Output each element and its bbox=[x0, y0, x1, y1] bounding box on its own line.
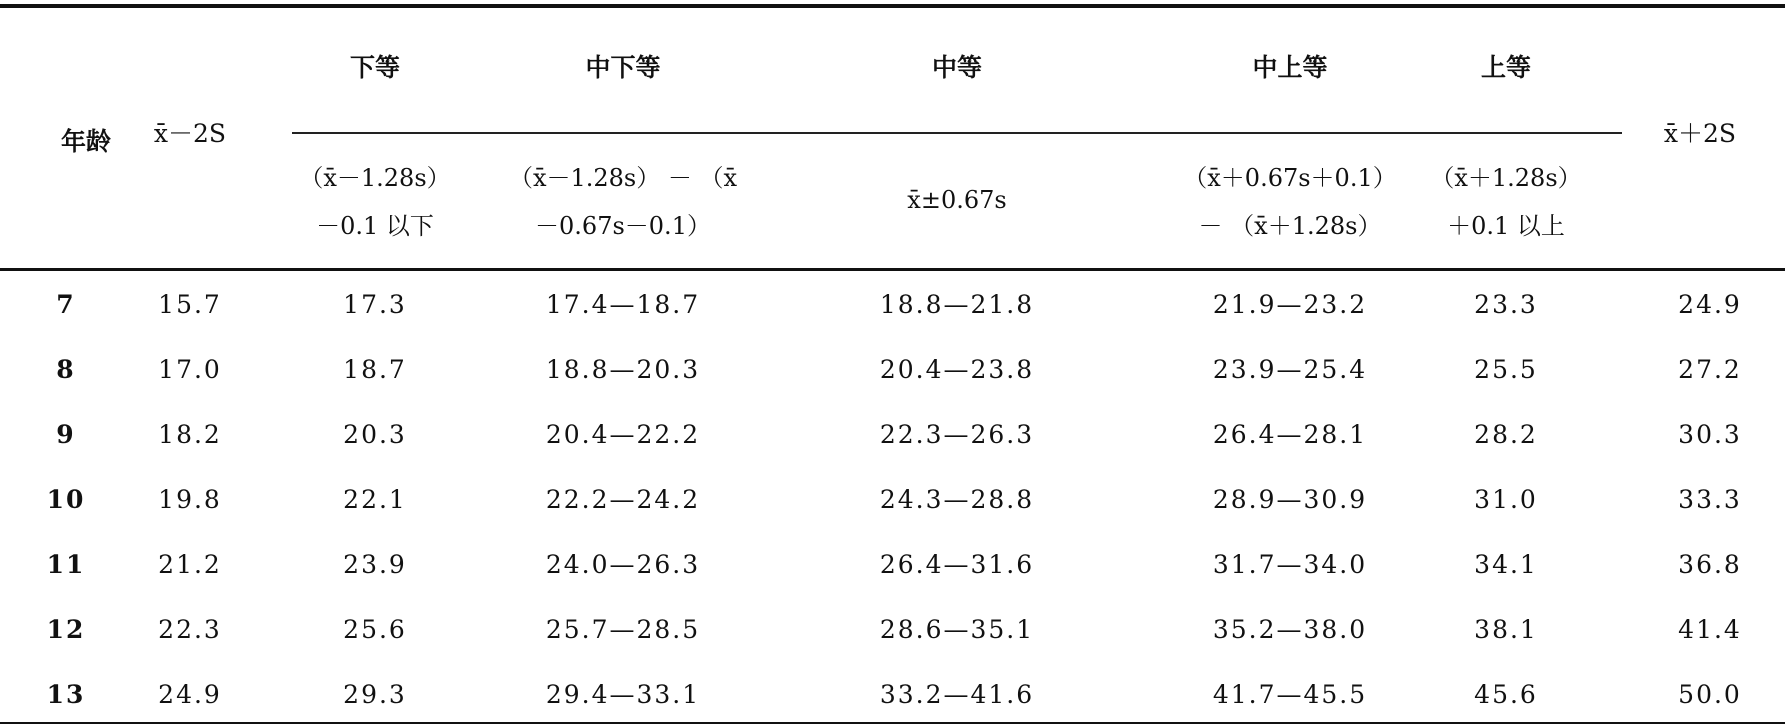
cell-minus-2s: 21.2 bbox=[158, 550, 222, 579]
cell-minus-2s: 17.0 bbox=[158, 355, 222, 384]
cell-age: 7 bbox=[56, 290, 76, 319]
cell-grade-upper-middle: 41.7—45.5 bbox=[1212, 680, 1368, 709]
cell-grade-low: 29.3 bbox=[343, 680, 407, 709]
header-bottom-rule bbox=[0, 268, 1785, 271]
header-span-rule bbox=[292, 132, 1622, 134]
header-minus-2s: x̄－2S bbox=[153, 119, 227, 148]
header-range-upper-middle-line2: － （x̄＋1.28s） bbox=[1198, 212, 1382, 240]
cell-grade-lower-middle: 29.4—33.1 bbox=[545, 680, 701, 709]
cell-grade-lower-middle: 25.7—28.5 bbox=[545, 615, 701, 644]
cell-grade-high: 25.5 bbox=[1474, 355, 1538, 384]
cell-grade-low: 17.3 bbox=[343, 290, 407, 319]
header-range-middle: x̄±0.67s bbox=[907, 186, 1007, 214]
cell-age: 13 bbox=[46, 680, 86, 709]
cell-grade-lower-middle: 20.4—22.2 bbox=[545, 420, 701, 449]
header-range-high-line2: ＋0.1 以上 bbox=[1447, 212, 1565, 240]
cell-age: 9 bbox=[56, 420, 76, 449]
cell-grade-lower-middle: 17.4—18.7 bbox=[545, 290, 701, 319]
cell-minus-2s: 15.7 bbox=[158, 290, 222, 319]
header-range-high-line1: （x̄＋1.28s） bbox=[1430, 164, 1582, 192]
cell-minus-2s: 22.3 bbox=[158, 615, 222, 644]
cell-age: 12 bbox=[46, 615, 86, 644]
cell-grade-low: 18.7 bbox=[343, 355, 407, 384]
cell-plus-2s: 30.3 bbox=[1678, 420, 1742, 449]
header-grade-upper-middle: 中上等 bbox=[1252, 53, 1328, 82]
header-grade-lower-middle: 中下等 bbox=[585, 53, 661, 82]
header-grade-low: 下等 bbox=[349, 53, 401, 82]
cell-grade-middle: 20.4—23.8 bbox=[879, 355, 1035, 384]
cell-grade-lower-middle: 18.8—20.3 bbox=[545, 355, 701, 384]
cell-grade-lower-middle: 22.2—24.2 bbox=[545, 485, 701, 514]
cell-plus-2s: 33.3 bbox=[1678, 485, 1742, 514]
header-plus-2s: x̄＋2S bbox=[1663, 119, 1737, 148]
cell-minus-2s: 19.8 bbox=[158, 485, 222, 514]
cell-grade-low: 22.1 bbox=[343, 485, 407, 514]
cell-age: 11 bbox=[46, 550, 86, 579]
cell-grade-middle: 18.8—21.8 bbox=[879, 290, 1035, 319]
cell-age: 8 bbox=[56, 355, 76, 384]
cell-minus-2s: 18.2 bbox=[158, 420, 222, 449]
cell-grade-upper-middle: 23.9—25.4 bbox=[1212, 355, 1368, 384]
cell-grade-low: 23.9 bbox=[343, 550, 407, 579]
cell-grade-low: 20.3 bbox=[343, 420, 407, 449]
cell-grade-middle: 33.2—41.6 bbox=[879, 680, 1035, 709]
cell-grade-high: 45.6 bbox=[1474, 680, 1538, 709]
cell-grade-upper-middle: 28.9—30.9 bbox=[1212, 485, 1368, 514]
cell-grade-upper-middle: 31.7—34.0 bbox=[1212, 550, 1368, 579]
cell-grade-high: 31.0 bbox=[1474, 485, 1538, 514]
cell-grade-upper-middle: 26.4—28.1 bbox=[1212, 420, 1368, 449]
cell-grade-middle: 22.3—26.3 bbox=[879, 420, 1035, 449]
cell-grade-middle: 26.4—31.6 bbox=[879, 550, 1035, 579]
cell-grade-low: 25.6 bbox=[343, 615, 407, 644]
cell-plus-2s: 27.2 bbox=[1678, 355, 1742, 384]
cell-grade-high: 34.1 bbox=[1474, 550, 1538, 579]
table-bottom-rule bbox=[0, 722, 1785, 724]
cell-plus-2s: 50.0 bbox=[1678, 680, 1742, 709]
header-age: 年龄 bbox=[60, 127, 112, 156]
cell-grade-high: 38.1 bbox=[1474, 615, 1538, 644]
cell-minus-2s: 24.9 bbox=[158, 680, 222, 709]
cell-grade-high: 28.2 bbox=[1474, 420, 1538, 449]
cell-plus-2s: 24.9 bbox=[1678, 290, 1742, 319]
cell-grade-upper-middle: 35.2—38.0 bbox=[1212, 615, 1368, 644]
header-range-lower-middle-line1: （x̄－1.28s） － （x̄ bbox=[508, 164, 738, 192]
table-top-rule bbox=[0, 4, 1785, 8]
header-range-low-line2: －0.1 以下 bbox=[316, 212, 434, 240]
header-range-upper-middle-line1: （x̄＋0.67s＋0.1） bbox=[1183, 164, 1397, 192]
cell-grade-high: 23.3 bbox=[1474, 290, 1538, 319]
header-grade-middle: 中等 bbox=[931, 53, 983, 82]
cell-grade-upper-middle: 21.9—23.2 bbox=[1212, 290, 1368, 319]
header-range-lower-middle-line2: －0.67s－0.1） bbox=[535, 212, 711, 240]
cell-grade-middle: 24.3—28.8 bbox=[879, 485, 1035, 514]
cell-plus-2s: 41.4 bbox=[1678, 615, 1742, 644]
cell-grade-middle: 28.6—35.1 bbox=[879, 615, 1035, 644]
header-range-low-line1: （x̄－1.28s） bbox=[299, 164, 451, 192]
cell-age: 10 bbox=[46, 485, 86, 514]
cell-grade-lower-middle: 24.0—26.3 bbox=[545, 550, 701, 579]
header-grade-high: 上等 bbox=[1480, 53, 1532, 82]
cell-plus-2s: 36.8 bbox=[1678, 550, 1742, 579]
